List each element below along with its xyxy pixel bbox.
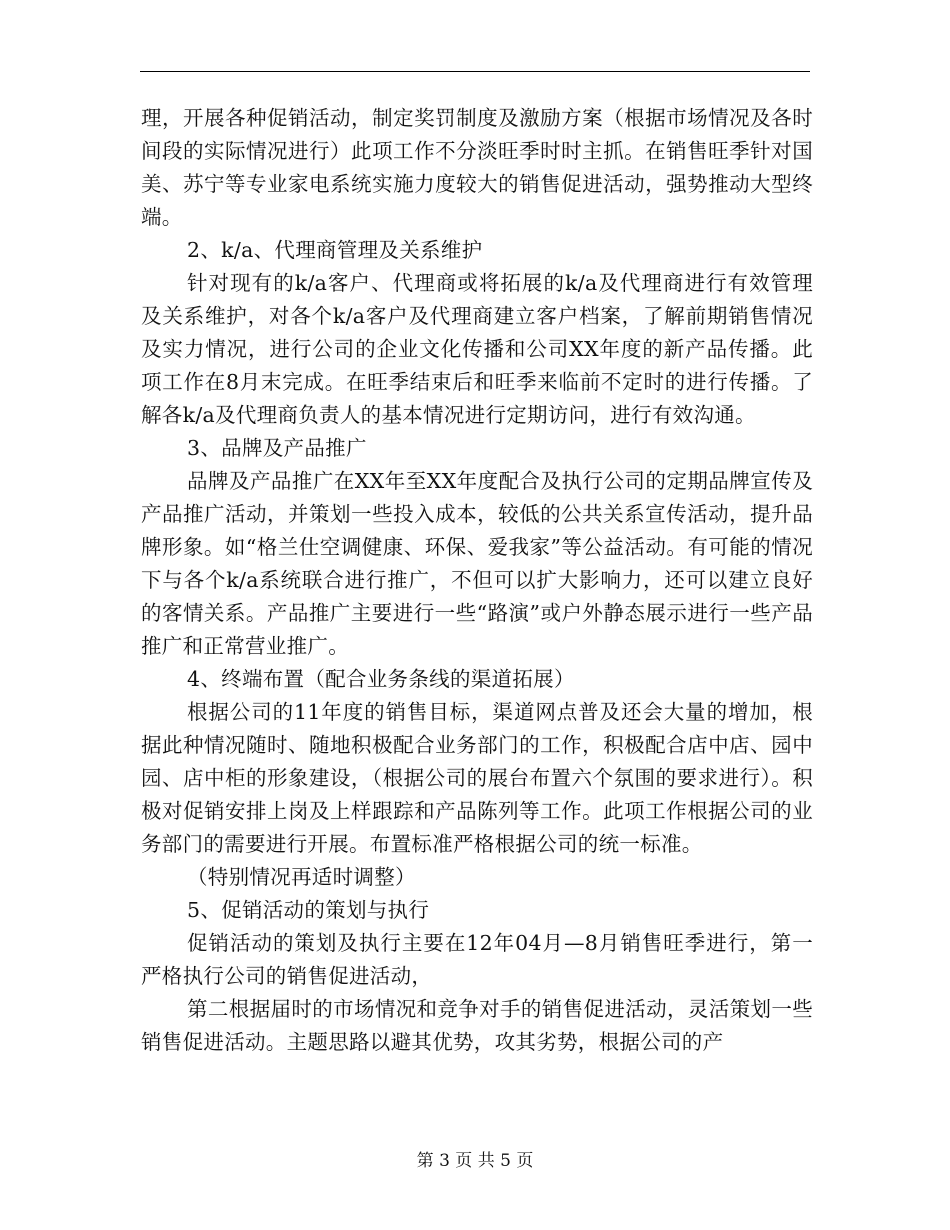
header-divider	[140, 71, 810, 72]
paragraph-continuation: 理，开展各种促销活动，制定奖罚制度及激励方案（根据市场情况及各时间段的实际情况进行）此项工作不分淡旺季时时主抓。在销售旺季针对国美、苏宁等专业家电系统实施力度较大的销售促进活动，强势推动大型终端。	[141, 106, 813, 229]
section-heading-terminal-layout: 4、终端布置（配合业务条线的渠道拓展）	[187, 667, 575, 691]
section-heading-ka-management: 2、k/a、代理商管理及关系维护	[187, 238, 483, 262]
paragraph-terminal-layout: 根据公司的11年度的销售目标，渠道网点普及还会大量的增加，根据此种情况随时、随地积极配合业务部门的工作，积极配合店中店、园中园、店中柜的形象建设，（根据公司的展台布置六个氛围的要求进行）。积极对促销安排上岗及上样跟踪和产品陈列等工作。此项工作根据公司的业务部门的需要进行开展。布置标准严格根据公司的统一标准。	[141, 700, 813, 856]
paragraph-promotion-planning-second: 第二根据届时的市场情况和竞争对手的销售促进活动，灵活策划一些销售促进活动。主题思路以避其优势，攻其劣势，根据公司的产	[141, 997, 813, 1054]
section-heading-promotion-planning: 5、促销活动的策划与执行	[187, 898, 430, 922]
paragraph-promotion-planning-first: 促销活动的策划及执行主要在12年04月—8月销售旺季进行，第一严格执行公司的销售促进活动，	[141, 931, 813, 988]
document-body	[141, 102, 813, 1059]
page-number-footer: 第 3 页 共 5 页	[416, 1151, 534, 1171]
section-heading-brand-promotion: 3、品牌及产品推广	[187, 436, 367, 460]
paragraph-note: （特别情况再适时调整）	[187, 865, 416, 889]
paragraph-brand-promotion: 品牌及产品推广在XX年至XX年度配合及执行公司的定期品牌宣传及产品推广活动，并策划一些投入成本，较低的公共关系宣传活动，提升品牌形象。如“格兰仕空调健康、环保、爱我家”等公益活动。有可能的情况下与各个k/a系统联合进行推广，不但可以扩大影响力，还可以建立良好的客情关系。产品推广主要进行一些“路演”或户外静态展示进行一些产品推广和正常营业推广。	[141, 469, 813, 658]
paragraph-ka-management: 针对现有的k/a客户、代理商或将拓展的k/a及代理商进行有效管理及关系维护，对各个k/a客户及代理商建立客户档案，了解前期销售情况及实力情况，进行公司的企业文化传播和公司XX年度的新产品传播。此项工作在8月末完成。在旺季结束后和旺季来临前不定时的进行传播。了解各k/a及代理商负责人的基本情况进行定期访问，进行有效沟通。	[141, 271, 813, 427]
